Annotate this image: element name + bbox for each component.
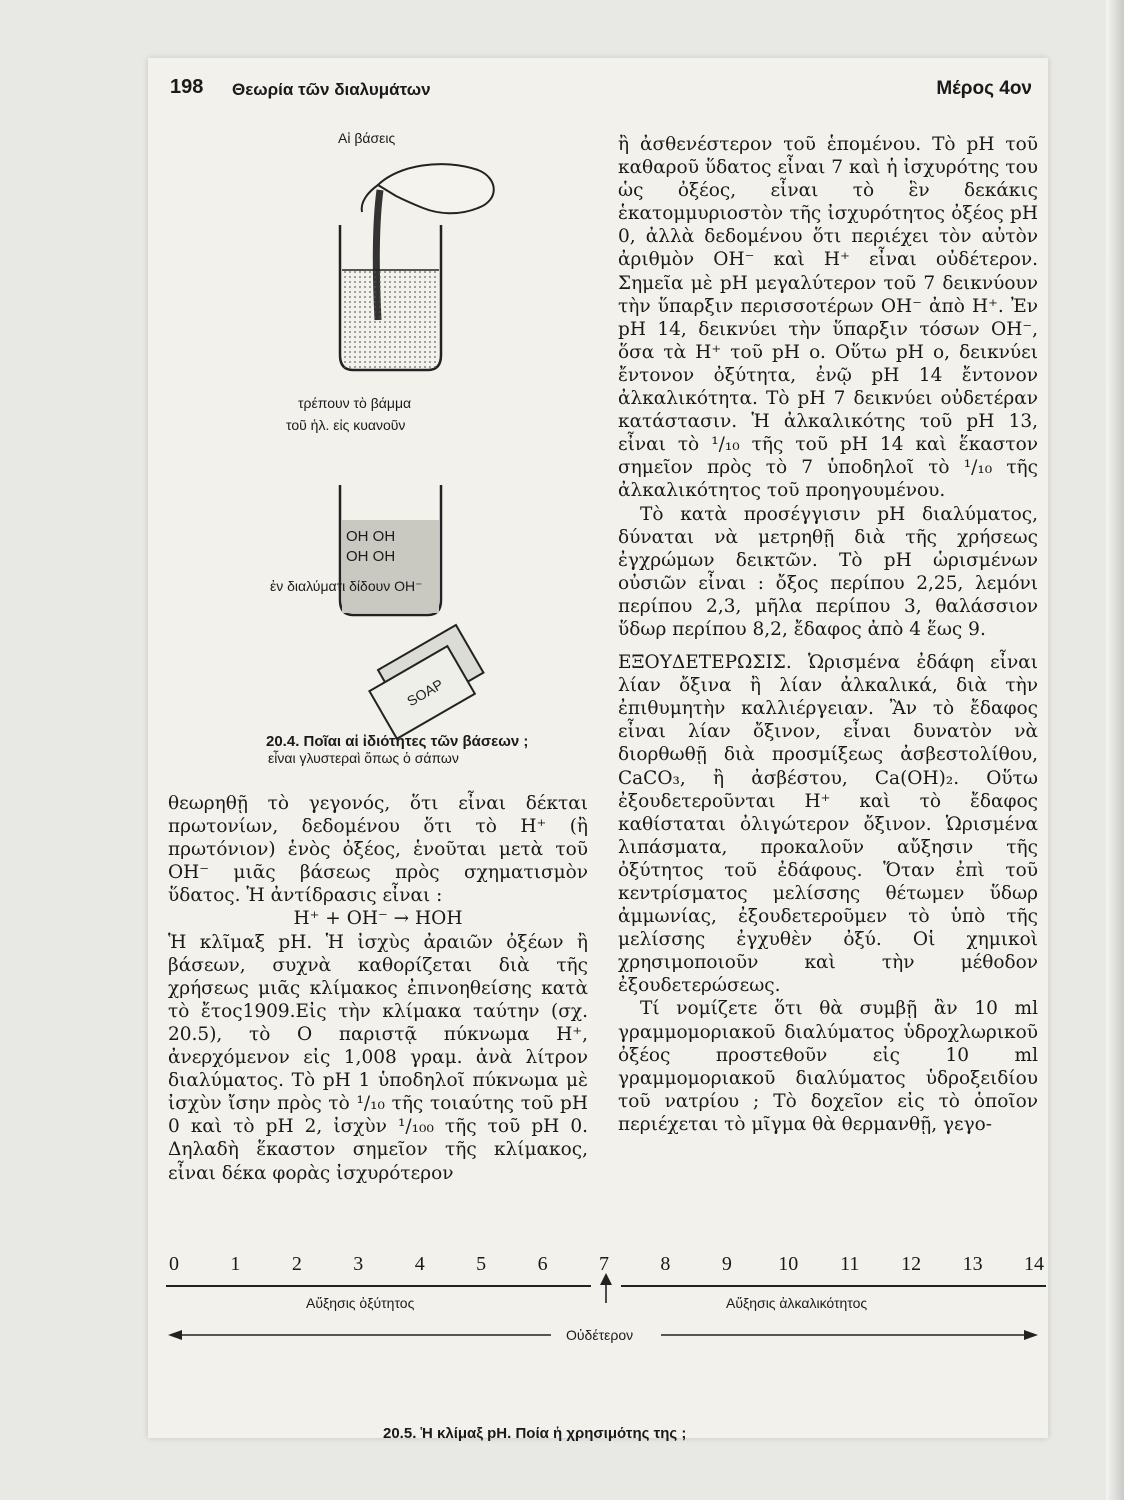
left-text-column bbox=[168, 792, 588, 1185]
right-paragraph-2: Τὸ κατὰ προσέγγισιν pH διαλύματος, δύναται νὰ μετρηθῇ διὰ τῆς χρήσεως ἐγχρώμων δεικτῶν. Τὸ pH ὡρισμένων οὐσιῶν εἶναι : ὄξος περίπου 2,25, λεμόνι περίπου 2,3, μῆλα περίπου 3, θαλάσσιον ὕδωρ περίπου 8,2, ἔδαφος ἀπὸ 4 ἕως 9. bbox=[618, 503, 1038, 640]
ph-tick-13: 13 bbox=[962, 1253, 983, 1275]
figure-label-solution: ἐν διαλύματι δίδουν OH⁻ bbox=[270, 578, 423, 594]
ph-tick-3: 3 bbox=[353, 1253, 364, 1275]
ph-tick-11: 11 bbox=[840, 1253, 860, 1275]
running-title: Θεωρία τῶν διαλυμάτων bbox=[232, 80, 431, 99]
left-paragraph-2: Ἡ κλῖμαξ pH. Ἡ ἰσχὺς ἀραιῶν ὀξέων ἢ βάσεων, συχνὰ καθορίζεται διὰ τῆς χρήσεως μιᾶς κλίμακος ἐπινοηθείσης κατὰ τὸ ἔτος1909.Εἰς τὴν κλίμακα ταύτην (σχ. 20.5), τὸ O παριστᾷ πύκνωμα H⁺, ἀνερχόμενον εἰς 1,008 γραμ. ἀνὰ λίτρον διαλύματος. Τὸ pH 1 ὑποδηλοῖ πύκνωμα μὲ ἰσχὺν ἴσην πρὸς τὸ ¹/₁₀ τῆς τοιαύτης τοῦ pH 0 καὶ τὸ pH 2, ἰσχὺν ¹/₁₀₀ τῆς τοῦ pH 0. Δηλαδὴ ἕκαστον σημεῖον τῆς κλίμακος, εἶναι δέκα φορὰς ἰσχυρότερον bbox=[168, 931, 588, 1184]
figure-label-litmus-1: τρέπουν τὸ βάμμα bbox=[298, 395, 412, 411]
ph-tick-8: 8 bbox=[660, 1253, 671, 1275]
neutral-label: Οὐδέτερον bbox=[566, 1327, 634, 1343]
book-page bbox=[148, 58, 1048, 1442]
ph-tick-10: 10 bbox=[778, 1253, 799, 1275]
ph-tick-5: 5 bbox=[476, 1253, 487, 1275]
ph-tick-1: 1 bbox=[230, 1253, 241, 1275]
oh-label-row-2: OH OH bbox=[346, 548, 396, 565]
figure-label-soap: εἶναι γλυστεραὶ ὅπως ὁ σάπων bbox=[268, 750, 459, 766]
ph-tick-2: 2 bbox=[291, 1253, 302, 1275]
right-paragraph-1: ἢ ἀσθενέστερον τοῦ ἑπομένου. Τὸ pH τοῦ καθαροῦ ὕδατος εἶναι 7 καὶ ἡ ἰσχυρότης του ὡς ὀξέος, εἶναι τὸ ἓν δεκάκις ἑκατομμυριοστὸν τῆς ἰσχυρότητος ὀξέος pH 0, ἀλλὰ δεδομένου ὅτι περιέχει τὸν αὐτὸν ἀριθμὸν OH⁻ καὶ H⁺ εἶναι οὐδέτερον. Σημεῖα μὲ pH μεγαλύτερον τοῦ 7 δεικνύουν τὴν ὕπαρξιν περισσοτέρων OH⁻ ἀπὸ H⁺. Ἐν pH 14, δεικνύει τὴν ὕπαρξιν τόσων OH⁻, ὅσα τὰ H⁺ τοῦ pH o. Οὕτω pH o, δεικνύει ἔντονον ὀξύτητα, ἐνῷ pH 14 ἔντονον ἀλκαλικότητα. Τὸ pH 7 δεικνύει οὐδετέραν κατάστασιν. Ἡ ἀλκαλικότης τοῦ pH 13, εἶναι τὸ ¹/₁₀ τῆς τοῦ pH 14 καὶ ἕκαστον σημεῖον πρὸς τὸ 7 ὑποδηλοῖ τὸ ¹/₁₀ τῆς ἀλκαλικότητος τοῦ προηγουμένου. bbox=[618, 134, 1038, 502]
page-binding-shadow bbox=[1106, 0, 1124, 1500]
right-paragraph-4: Τί νομίζετε ὅτι θὰ συμβῇ ἂν 10 ml γραμμομοριακοῦ διαλύματος ὑδροχλωρικοῦ ὀξέος προστεθοῦν εἰς 10 ml γραμμομοριακοῦ διαλύματος ὑδροξειδίου τοῦ νατρίου ; Τὸ δοχεῖον εἰς τὸ ὁποῖον περιέχεται τὸ μῖγμα θὰ θερμανθῇ, γεγο- bbox=[618, 998, 1038, 1135]
figure-label-litmus-2: τοῦ ἡλ. εἰς κυανοῦν bbox=[286, 417, 406, 433]
ph-tick-12: 12 bbox=[901, 1253, 922, 1275]
part-label: Μέρος 4ον bbox=[936, 78, 1032, 99]
reaction-equation: H⁺ + OH⁻ → HOH bbox=[293, 908, 463, 930]
alkalinity-arrow-head bbox=[1024, 1330, 1038, 1340]
figure-20-4-caption: 20.4. Ποῖαι αἱ ἰδιότητες τῶν βάσεων ; bbox=[266, 733, 529, 750]
oh-label-row-1: OH OH bbox=[346, 528, 396, 545]
acidity-label: Αὔξησις ὀξύτητος bbox=[306, 1295, 415, 1311]
ph-tick-0: 0 bbox=[169, 1253, 179, 1275]
right-paragraph-3: ΕΞΟΥΔΕΤΕΡΩΣΙΣ. Ὡρισμένα ἐδάφη εἶναι λίαν ὄξινα ἢ λίαν ἀλκαλικά, διὰ τὴν ἐπιθυμητὴν καλλιέργειαν. Ἂν τὸ ἔδαφος εἶναι λίαν ὄξινον, εἶναι δυνατὸν νὰ διορθωθῇ διὰ προσμίξεως ἀσβεστολίθου, CaCO₃, ἢ ἀσβέστου, Ca(OH)₂. Οὕτω ἐξουδετεροῦνται H⁺ καὶ τὸ ἔδαφος καθίσταται ὀλιγώτερον ὄξινον. Ὡρισμένα λιπάσματα, προκαλοῦν αὔξησιν τῆς ὀξύτητος τοῦ ἐδάφους. Ὅταν ἐπὶ τοῦ κεντρίσματος μελίσσης θέτωμεν ὕδωρ ἀμμωνίας, ἐξουδετεροῦμεν τὸ ὑπὸ τῆς μελίσσης ἐγχυθὲν ὀξύ. Οἱ χημικοὶ χρησιμοποιοῦν καὶ τὴν μέθοδον ἐξουδετερώσεως. bbox=[618, 652, 1038, 997]
soap-text: SOAP bbox=[404, 675, 446, 710]
ph-tick-14: 14 bbox=[1024, 1253, 1044, 1275]
page-number: 198 bbox=[170, 76, 204, 98]
right-text-column bbox=[618, 133, 1038, 1136]
ph-scale-lines bbox=[166, 1253, 1046, 1433]
figure-20-4 bbox=[228, 130, 568, 800]
ph-tick-4: 4 bbox=[414, 1253, 425, 1275]
ph-scale-figure bbox=[166, 1253, 1046, 1433]
ph-tick-7: 7 bbox=[599, 1253, 609, 1275]
neutral-arrow-head bbox=[600, 1273, 612, 1285]
ph-tick-6: 6 bbox=[537, 1253, 548, 1275]
figure-20-5-caption: 20.5. Ἡ κλίμαξ pH. Ποία ἡ χρησιμότης της ; bbox=[383, 1425, 687, 1442]
acidity-arrow-head bbox=[168, 1330, 182, 1340]
alkalinity-label: Αὔξησις ἀλκαλικότητος bbox=[726, 1295, 868, 1311]
figure-title: Αἱ βάσεις bbox=[338, 130, 396, 146]
ph-tick-9: 9 bbox=[721, 1253, 732, 1275]
litmus-beaker-illustration bbox=[228, 130, 568, 800]
left-paragraph-1: θεωρηθῇ τὸ γεγονός, ὅτι εἶναι δέκται πρωτονίων, δεδομένου ὅτι τὸ H⁺ (ἢ πρωτόνιον) ἑνὸς ὀξέος, ἑνοῦται μετὰ τοῦ OH⁻ μιᾶς βάσεως πρὸς σχηματισμὸν ὕδατος. Ἡ ἀντίδρασις εἶναι : bbox=[168, 793, 588, 907]
